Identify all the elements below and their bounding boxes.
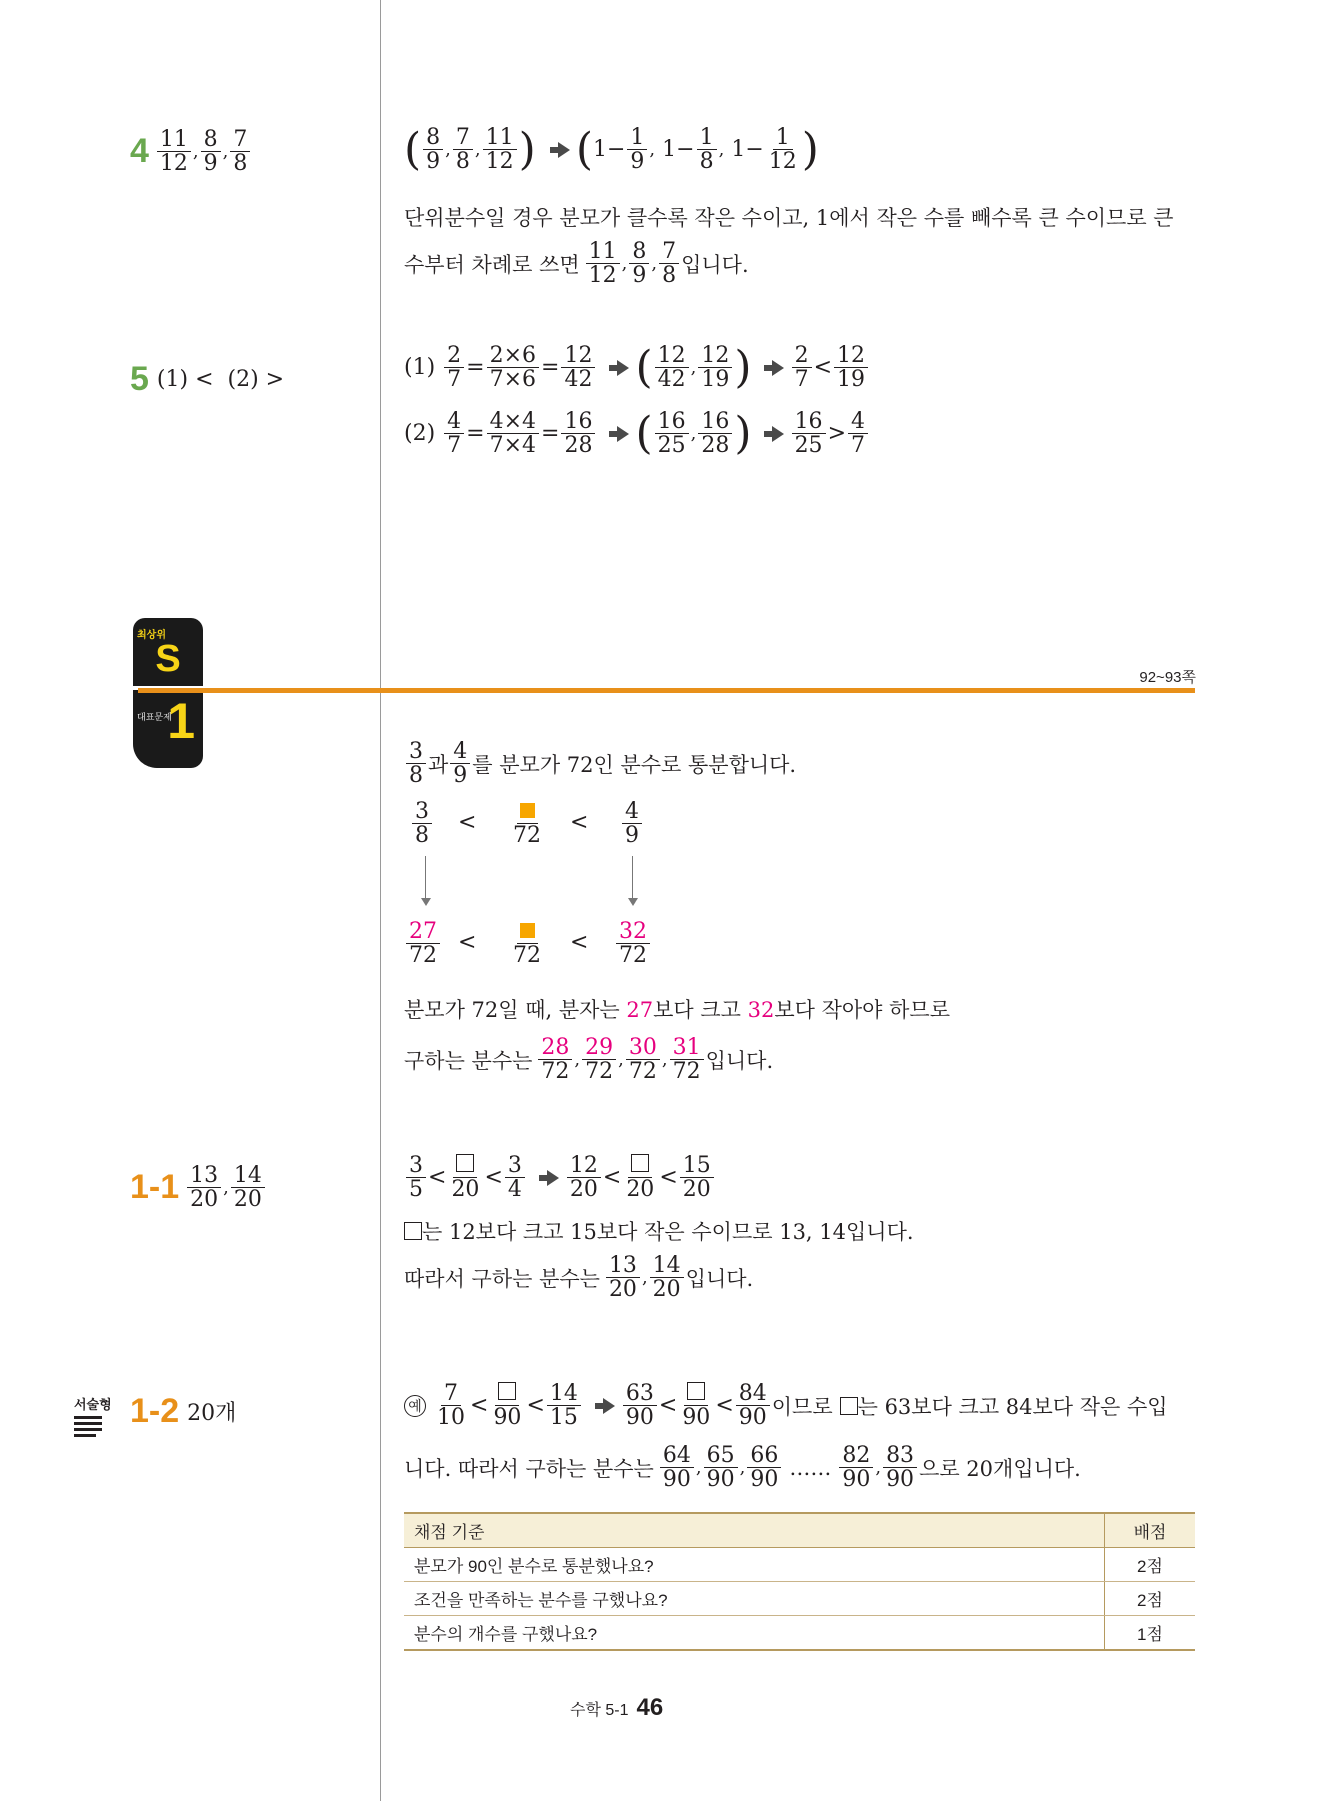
down-arrow-icon (632, 856, 633, 900)
q4-answer: 4 $\frac{11}{12}$ , $\frac{8}{9}$ , $\frac{7}{8}$ (130, 128, 252, 175)
q4-paragraph1: 단위분수일 경우 분모가 클수록 작은 수이고, 1에서 작은 수를 빼수록 큰 수이므로 큰 (404, 206, 1174, 230)
q5-line2: (2) $\frac{4}{7}$ = $\frac{4\times 4}{7\times 4}$ = $\frac{16}{28}$ ( $\frac{16}{25}$ , $\frac{16}{28}$ ) $\frac{16}{25}$ > $\frac{4}{7}$ (404, 410, 870, 457)
section-badge (133, 618, 203, 768)
page-footer: 수학 5-1 46 (570, 1694, 664, 1721)
q1-2-answer: 1-2 20개 (130, 1392, 237, 1430)
main-sentence1: 분모가 72일 때, 분자는 27보다 크고 32보다 작아야 하므로 (404, 998, 950, 1022)
badge-logo: S (155, 638, 181, 680)
table-row: 분모가 90인 분수로 통분했나요? 2점 (404, 1548, 1195, 1582)
q4-number: 4 (130, 132, 149, 171)
q1-1-text2: 따라서 구하는 분수는 $\frac{13}{20}$ , $\frac{14}{20}$ 입니다. (404, 1253, 754, 1303)
page-number: 46 (636, 1694, 664, 1721)
q4-expression: ( $\frac{8}{9}$ , $\frac{7}{8}$ , $\frac{11}{12}$ ) ( 1− $\frac{1}{9}$ , 1− $\frac{1}{8}$ , 1− $\frac{1}{12}$ ) (404, 123, 819, 175)
q1-2-line1: 예 $\frac{7}{10}$ < 90 < $\frac{14}{15}$ $\frac{63}{90}$ < 90 < $\frac{84}{90}$ 이므로 는 63보다 크고 84보다 작은 수입 (404, 1382, 1168, 1429)
page-reference: 92~93쪽 (1139, 669, 1196, 686)
main-line1: $\frac{3}{8}$ 과 $\frac{4}{9}$ 를 분모가 72인 분수로 통분합니다. (404, 740, 796, 787)
q1-2-number: 1-2 (130, 1392, 180, 1430)
scoring-table (404, 1512, 1195, 1651)
q5-answer: 5 (1) < (2) > (130, 360, 285, 398)
essay-tag: 서술형 (74, 1394, 104, 1437)
badge-top: 최상위 S (133, 618, 203, 686)
badge-bottom: 대표문제 1 (133, 690, 203, 768)
table-row: 분수의 개수를 구했나요? 1점 (404, 1616, 1195, 1651)
q1-1-text1: 는 12보다 크고 15보다 작은 수이므로 13, 14입니다. (404, 1216, 914, 1246)
q5-number: 5 (130, 360, 149, 398)
fraction: $\frac{11}{12}$ (157, 128, 191, 175)
main-sentence2: 구하는 분수는 $\frac{28}{72}$ , $\frac{29}{72}$ , $\frac{30}{72}$ , $\frac{31}{72}$ 입니다. (404, 1035, 774, 1085)
blank-box (404, 1222, 422, 1240)
right-arrow-icon (772, 426, 784, 442)
fraction: $\frac{8}{9}$ (201, 128, 221, 175)
q1-1-expression: $\frac{3}{5}$ < 20 < $\frac{3}{4}$ $\frac{12}{20}$ < 20 < $\frac{15}{20}$ (404, 1154, 716, 1201)
comparison-diagram: $\frac{3}{8}$ < 72 < $\frac{4}{9}$ $\frac{27}{72}$ < 72 < $\frac{32}{72}$ (404, 800, 664, 970)
q1-1-number: 1-1 (130, 1168, 180, 1207)
right-arrow-icon (603, 1398, 615, 1414)
right-arrow-icon (558, 142, 570, 158)
right-arrow-icon (772, 360, 784, 376)
q1-2-line2: 니다. 따라서 구하는 분수는 $\frac{64}{90}$ , $\frac{65}{90}$ , $\frac{66}{90}$ …… $\frac{82}{90}$ , $\frac{83}{90}$ 으로 20개입니다. (404, 1443, 1081, 1493)
down-arrow-icon (425, 856, 426, 900)
section-divider (138, 688, 1195, 693)
q4-paragraph2: 수부터 차례로 쓰면 $\frac{11}{12}$ , $\frac{8}{9}$ , $\frac{7}{8}$ 입니다. (404, 239, 749, 289)
column-divider (380, 0, 381, 1801)
example-mark: 예 (404, 1395, 426, 1417)
right-arrow-icon (617, 426, 629, 442)
table-row: 조건을 만족하는 분수를 구했나요? 2점 (404, 1582, 1195, 1616)
unknown-square (520, 803, 535, 818)
q5-line1: (1) $\frac{2}{7}$ = $\frac{2\times 6}{7\times 6}$ = $\frac{12}{42}$ ( $\frac{12}{42}$ , $\frac{12}{19}$ ) $\frac{2}{7}$ < $\frac{12}{19}$ (404, 344, 870, 391)
right-arrow-icon (547, 1170, 559, 1186)
right-arrow-icon (617, 360, 629, 376)
fraction: $\frac{7}{8}$ (230, 128, 250, 175)
table-header: 채점 기준 배점 (404, 1513, 1195, 1548)
q1-1-answer: 1-1 $\frac{13}{20}$ , $\frac{14}{20}$ (130, 1164, 267, 1211)
